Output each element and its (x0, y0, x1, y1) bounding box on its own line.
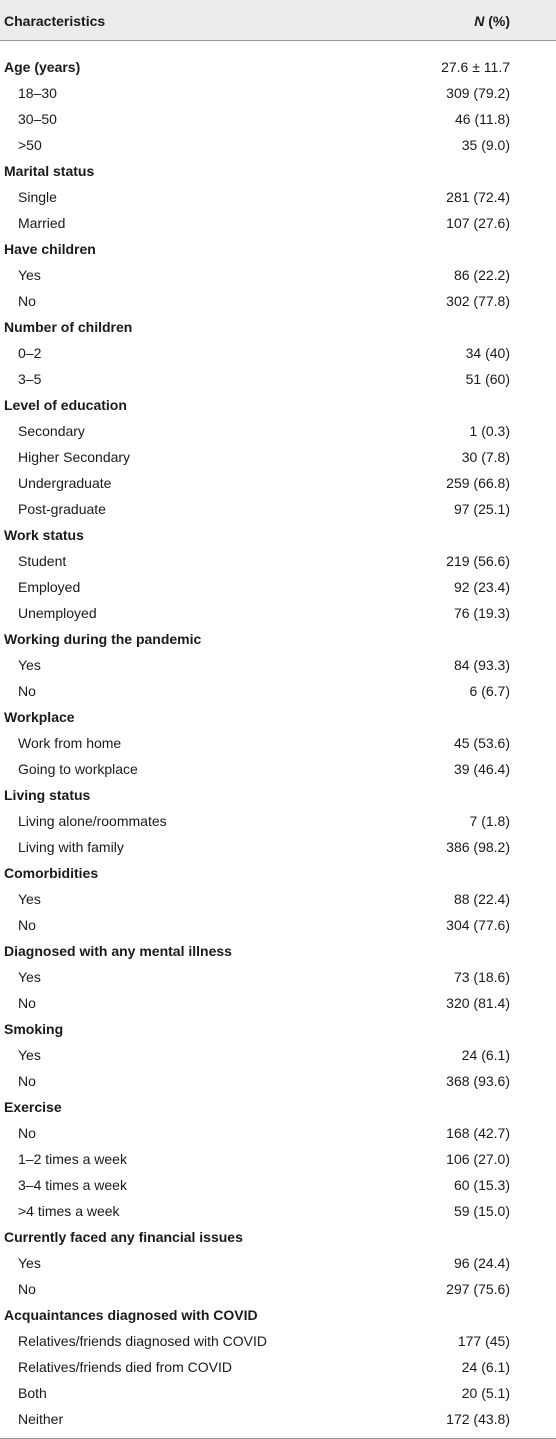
group-row (0, 315, 556, 341)
table-row (0, 913, 556, 939)
row-label: No (18, 995, 36, 1011)
table-row (0, 1381, 556, 1407)
table-row (0, 81, 556, 107)
row-value: 20 (5.1) (461, 1385, 510, 1401)
group-label: Smoking (4, 1021, 64, 1037)
row-value: 60 (15.3) (453, 1177, 510, 1193)
table-row (0, 133, 556, 159)
row-value: 92 (23.4) (453, 579, 510, 595)
table-row (0, 679, 556, 705)
table-row (0, 1277, 556, 1303)
row-value: 309 (79.2) (446, 85, 510, 101)
table-row (0, 809, 556, 835)
group-row (0, 55, 556, 81)
row-label: Both (18, 1385, 47, 1401)
row-value: 24 (6.1) (461, 1359, 510, 1375)
group-row (0, 237, 556, 263)
table-row (0, 445, 556, 471)
table-row (0, 1199, 556, 1225)
row-label: Yes (18, 657, 41, 673)
header-characteristics: Characteristics (4, 13, 106, 29)
row-value: 45 (53.6) (453, 735, 510, 751)
row-label: 0–2 (18, 345, 42, 361)
group-label: Age (years) (4, 59, 81, 75)
row-value: 368 (93.6) (446, 1073, 510, 1089)
group-row (0, 1095, 556, 1121)
row-label: Employed (18, 579, 81, 595)
table-row (0, 1329, 556, 1355)
row-label: No (18, 917, 36, 933)
group-label: Comorbidities (4, 865, 99, 881)
table-row (0, 211, 556, 237)
row-label: Yes (18, 891, 41, 907)
row-label: 18–30 (18, 85, 57, 101)
row-value: 35 (9.0) (461, 137, 510, 153)
table-row (0, 1355, 556, 1381)
row-value: 168 (42.7) (446, 1125, 510, 1141)
row-label: Single (18, 189, 57, 205)
table-row (0, 575, 556, 601)
row-label: Married (18, 215, 66, 231)
table-row (0, 601, 556, 627)
table-row (0, 497, 556, 523)
row-value: 88 (22.4) (453, 891, 510, 907)
table-row (0, 1251, 556, 1277)
row-value: 73 (18.6) (453, 969, 510, 985)
row-label: >4 times a week (18, 1203, 120, 1219)
row-value: 86 (22.2) (453, 267, 510, 283)
table-row (0, 1043, 556, 1069)
table-row (0, 887, 556, 913)
row-label: Yes (18, 1047, 41, 1063)
table-row (0, 367, 556, 393)
table-row (0, 835, 556, 861)
row-label: No (18, 1073, 36, 1089)
row-value: 84 (93.3) (453, 657, 510, 673)
row-value: 302 (77.8) (446, 293, 510, 309)
row-label: Yes (18, 1255, 41, 1271)
table-row (0, 341, 556, 367)
group-row (0, 523, 556, 549)
group-label: Acquaintances diagnosed with COVID (4, 1307, 258, 1323)
group-label: Living status (4, 787, 91, 803)
table-row (0, 471, 556, 497)
row-label: No (18, 1281, 36, 1297)
table-row (0, 1069, 556, 1095)
row-label: Yes (18, 267, 41, 283)
header-n: N (474, 13, 485, 29)
row-label: 3–4 times a week (18, 1177, 127, 1193)
row-label: 1–2 times a week (18, 1151, 127, 1167)
group-label: Working during the pandemic (4, 631, 202, 647)
row-value: 97 (25.1) (453, 501, 510, 517)
row-label: Living with family (18, 839, 124, 855)
row-label: Work from home (18, 735, 122, 751)
table-header (0, 0, 556, 41)
group-row (0, 1225, 556, 1251)
group-row (0, 1303, 556, 1329)
header-n-percent (474, 13, 510, 29)
row-value: 7 (1.8) (469, 813, 510, 829)
row-label: Going to workplace (18, 761, 138, 777)
row-label: No (18, 683, 36, 699)
row-value: 24 (6.1) (461, 1047, 510, 1063)
row-value: 219 (56.6) (446, 553, 510, 569)
row-label: No (18, 293, 36, 309)
group-label: Marital status (4, 163, 95, 179)
table-row (0, 1173, 556, 1199)
group-row (0, 1017, 556, 1043)
group-row (0, 705, 556, 731)
table-row (0, 757, 556, 783)
table-row (0, 185, 556, 211)
row-value: 30 (7.8) (461, 449, 510, 465)
group-label: Diagnosed with any mental illness (4, 943, 232, 959)
table-row (0, 419, 556, 445)
row-value: 59 (15.0) (453, 1203, 510, 1219)
row-label: 30–50 (18, 111, 57, 127)
group-row (0, 159, 556, 185)
header-percent: (%) (484, 13, 510, 29)
row-label: Relatives/friends died from COVID (18, 1359, 232, 1375)
row-label: 3–5 (18, 371, 42, 387)
row-label: Undergraduate (18, 475, 112, 491)
row-value: 76 (19.3) (453, 605, 510, 621)
table-row (0, 549, 556, 575)
row-value: 386 (98.2) (446, 839, 510, 855)
row-value: 96 (24.4) (453, 1255, 510, 1271)
group-label: Number of children (4, 319, 133, 335)
row-value: 304 (77.6) (446, 917, 510, 933)
row-value: 106 (27.0) (446, 1151, 510, 1167)
row-label: No (18, 1125, 36, 1141)
group-label: Work status (4, 527, 84, 543)
group-label: Workplace (4, 709, 75, 725)
table-row (0, 653, 556, 679)
group-label: Exercise (4, 1099, 62, 1115)
row-label: >50 (18, 137, 42, 153)
row-value: 177 (45) (457, 1333, 510, 1349)
table-row (0, 107, 556, 133)
row-label: Student (18, 553, 67, 569)
row-value: 34 (40) (465, 345, 510, 361)
group-label: Have children (4, 241, 96, 257)
row-value: 46 (11.8) (455, 111, 510, 127)
table-row (0, 1121, 556, 1147)
table-row (0, 1407, 556, 1433)
row-value: 1 (0.3) (469, 423, 510, 439)
row-value: 320 (81.4) (446, 995, 510, 1011)
table-row (0, 991, 556, 1017)
group-label: Level of education (4, 397, 127, 413)
row-label: Living alone/roommates (18, 813, 167, 829)
row-label: Post-graduate (18, 501, 106, 517)
group-label: Currently faced any financial issues (4, 1229, 243, 1245)
table-row (0, 1147, 556, 1173)
row-value: 107 (27.6) (446, 215, 510, 231)
group-row (0, 783, 556, 809)
row-label: Unemployed (18, 605, 97, 621)
row-value: 39 (46.4) (453, 761, 510, 777)
row-value: 281 (72.4) (446, 189, 510, 205)
row-label: Secondary (18, 423, 85, 439)
row-label: Neither (18, 1411, 64, 1427)
group-row (0, 939, 556, 965)
row-value: 297 (75.6) (446, 1281, 510, 1297)
row-value: 259 (66.8) (446, 475, 510, 491)
row-value: 172 (43.8) (446, 1411, 510, 1427)
table-row (0, 731, 556, 757)
row-label: Higher Secondary (18, 449, 131, 465)
table-row (0, 289, 556, 315)
table-row (0, 263, 556, 289)
row-label: Yes (18, 969, 41, 985)
row-label: Relatives/friends diagnosed with COVID (18, 1333, 268, 1349)
group-row (0, 627, 556, 653)
row-value: 51 (60) (465, 371, 510, 387)
group-row (0, 861, 556, 887)
group-row (0, 393, 556, 419)
row-value: 27.6 ± 11.7 (441, 59, 510, 75)
row-value: 6 (6.7) (469, 683, 510, 699)
table-row (0, 965, 556, 991)
